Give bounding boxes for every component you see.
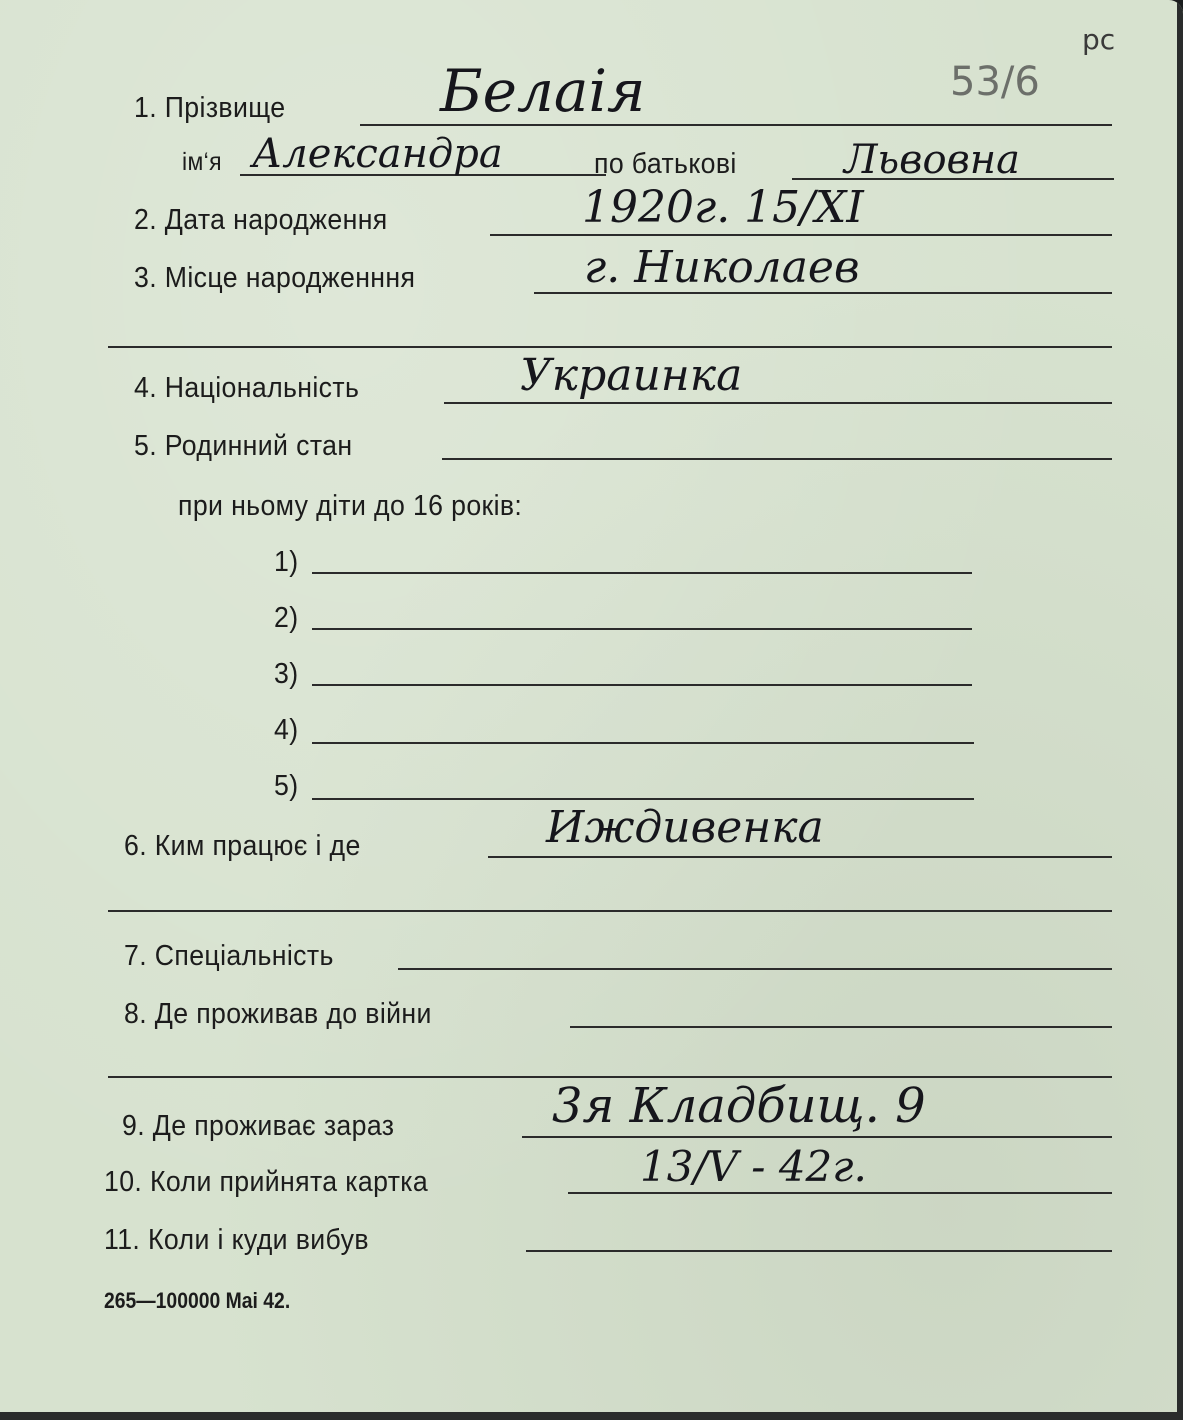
occupation-value: Иждивенка — [546, 802, 824, 853]
departure-label: 11. Коли і куди вибув — [104, 1224, 369, 1256]
nationality-label: 4. Національність — [134, 372, 360, 404]
card-accepted-value: 13/V - 42г. — [640, 1142, 867, 1191]
current-residence-value: 3я Кладбищ. 9 — [552, 1078, 926, 1134]
patronymic-value: Львовна — [844, 137, 1020, 183]
child-4-label: 4) — [274, 714, 299, 746]
nationality-line — [444, 402, 1112, 404]
surname-value: Белаія — [440, 57, 646, 125]
specialty-line — [398, 968, 1112, 970]
child-5-line — [312, 798, 974, 800]
current-residence-label: 9. Де проживає зараз — [122, 1110, 395, 1142]
child-2-line — [312, 628, 972, 630]
patronymic-label: по батькові — [594, 148, 737, 180]
first-name-label: ім‘я — [182, 148, 222, 176]
birth-date-value: 1920г. 15/XI — [582, 182, 864, 233]
first-name-value: Александра — [252, 131, 503, 177]
marital-status-line — [442, 458, 1112, 460]
occupation-line — [488, 856, 1112, 858]
print-code: 265—100000 Mai 42. — [104, 1288, 291, 1313]
departure-line — [526, 1250, 1112, 1252]
child-1-line — [312, 572, 972, 574]
birth-date-label: 2. Дата народження — [134, 204, 388, 236]
child-1-label: 1) — [274, 546, 299, 578]
archive-number: 53/6 — [950, 59, 1040, 105]
surname-label: 1. Прізвище — [134, 92, 286, 124]
birth-place-extra-line — [108, 346, 1112, 348]
birth-place-value: г. Николаев — [584, 242, 860, 293]
child-3-line — [312, 684, 972, 686]
occupation-label: 6. Ким працює і де — [124, 830, 361, 862]
card-accepted-line — [568, 1192, 1112, 1194]
scan-edge-bottom — [0, 1412, 1183, 1420]
child-5-label: 5) — [274, 770, 299, 802]
scan-edge-right — [1177, 0, 1183, 1420]
prewar-residence-line — [570, 1026, 1112, 1028]
prewar-residence-label: 8. Де проживав до війни — [124, 998, 432, 1030]
child-3-label: 3) — [274, 658, 299, 690]
nationality-value: Украинка — [520, 350, 743, 401]
occupation-extra-line — [108, 910, 1112, 912]
birth-place-label: 3. Місце народженння — [134, 262, 416, 294]
birth-date-line — [490, 234, 1112, 236]
child-2-label: 2) — [274, 602, 299, 634]
archive-superscript: pc — [1082, 23, 1116, 56]
children-label: при ньому діти до 16 років: — [178, 490, 523, 522]
card-accepted-label: 10. Коли прийнята картка — [104, 1166, 429, 1198]
specialty-label: 7. Спеціальність — [124, 940, 334, 972]
marital-status-label: 5. Родинний стан — [134, 430, 353, 462]
current-residence-line — [522, 1136, 1112, 1138]
child-4-line — [312, 742, 974, 744]
